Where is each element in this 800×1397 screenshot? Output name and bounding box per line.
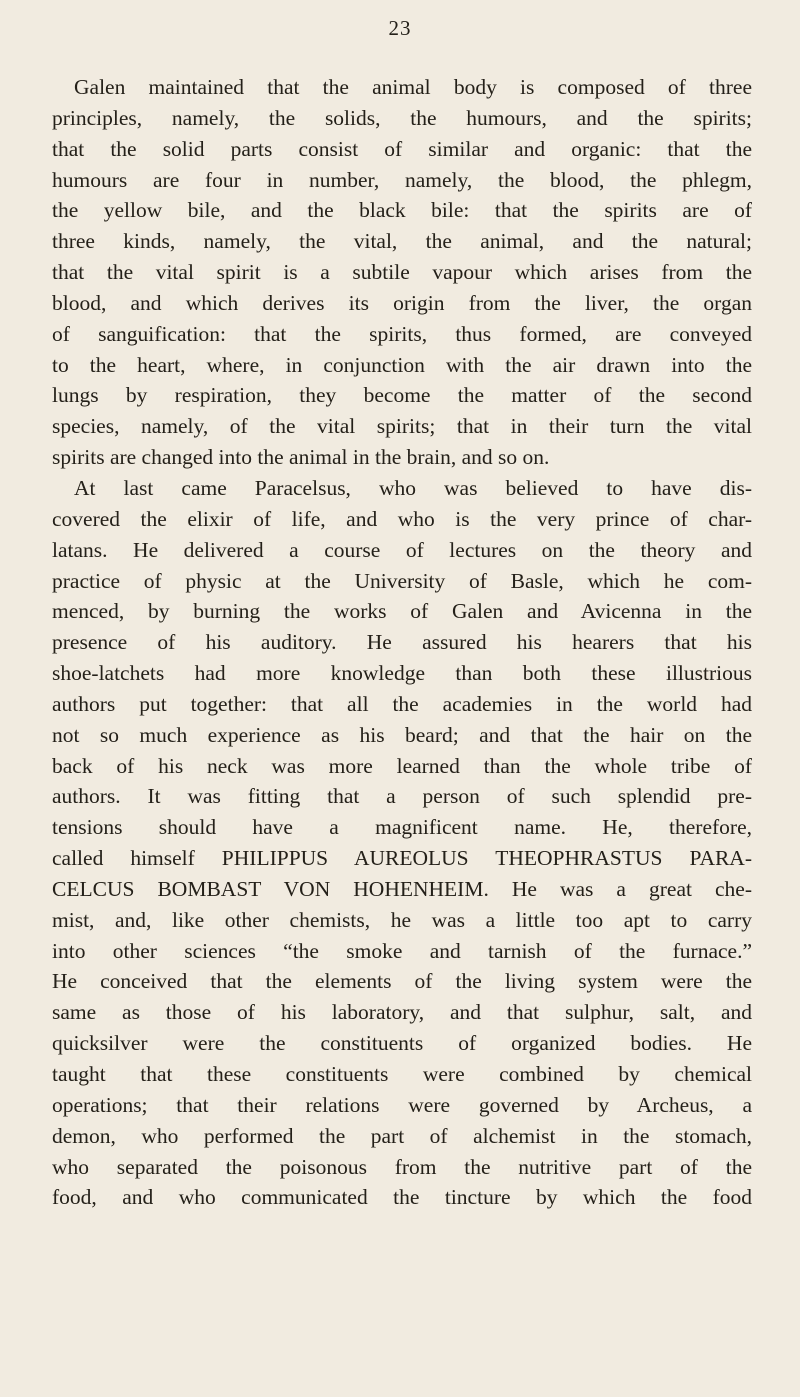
text-line: three kinds, namely, the vital, the animal, and the natural; <box>52 229 752 254</box>
text-line: operations; that their relations were governed by Archeus, a <box>52 1092 752 1117</box>
text-line: practice of physic at the University of Basle, which he com- <box>52 568 752 593</box>
text-line: spirits are changed into the animal in the brain, and so on. <box>52 445 550 470</box>
text-line: that the vital spirit is a subtile vapour which arises from the <box>52 260 752 285</box>
text-line: species, namely, of the vital spirits; that in their turn the vital <box>52 414 752 439</box>
text-line: tensions should have a magnificent name. He, therefore, <box>52 815 752 840</box>
text-line: demon, who performed the part of alchemist in the stomach, <box>52 1123 752 1148</box>
text-line: into other sciences “the smoke and tarnish of the furnace.” <box>52 938 752 963</box>
text-line: to the heart, where, in conjunction with the air drawn into the <box>52 352 752 377</box>
text-line: He conceived that the elements of the living system were the <box>52 969 752 994</box>
page-number: 23 <box>388 16 412 40</box>
text-line: latans. He delivered a course of lectures on the theory and <box>52 537 752 562</box>
text-line: menced, by burning the works of Galen and Avicenna in the <box>52 599 752 624</box>
text-line: CELCUS BOMBAST VON HOHENHEIM. He was a great che- <box>52 876 752 901</box>
text-line: food, and who communicated the tincture by which the food <box>52 1185 752 1210</box>
text-line: authors put together: that all the academies in the world had <box>52 691 752 716</box>
text-line: principles, namely, the solids, the humours, and the spirits; <box>52 105 752 130</box>
text-line: lungs by respiration, they become the matter of the second <box>52 383 752 408</box>
text-line: not so much experience as his beard; and that the hair on the <box>52 722 752 747</box>
text-line: of sanguification: that the spirits, thus formed, are conveyed <box>52 321 752 346</box>
text-line: that the solid parts consist of similar and organic: that the <box>52 136 752 161</box>
text-line: authors. It was fitting that a person of such splendid pre- <box>52 784 752 809</box>
text-line: mist, and, like other chemists, he was a little too apt to carry <box>52 907 752 932</box>
text-line: called himself PHILIPPUS AUREOLUS THEOPHRASTUS PARA- <box>52 846 752 871</box>
text-line: presence of his auditory. He assured his hearers that his <box>52 630 752 655</box>
text-line: the yellow bile, and the black bile: that the spirits are of <box>52 198 752 223</box>
text-line: humours are four in number, namely, the blood, the phlegm, <box>52 167 752 192</box>
text-line: covered the elixir of life, and who is the very prince of char- <box>52 506 752 531</box>
text-line: blood, and which derives its origin from the liver, the organ <box>52 290 752 315</box>
text-line: back of his neck was more learned than the whole tribe of <box>52 753 752 778</box>
text-line: same as those of his laboratory, and that sulphur, salt, and <box>52 1000 752 1025</box>
text-line: shoe-latchets had more knowledge than both these illustrious <box>52 661 752 686</box>
text-line: who separated the poisonous from the nutritive part of the <box>52 1154 752 1179</box>
text-line: quicksilver were the constituents of organized bodies. He <box>52 1031 752 1056</box>
body-text <box>52 72 752 1213</box>
text-line: taught that these constituents were combined by chemical <box>52 1062 752 1086</box>
text-line: At last came Paracelsus, who was believed to have dis- <box>74 475 752 500</box>
text-line: Galen maintained that the animal body is composed of three <box>74 75 752 99</box>
